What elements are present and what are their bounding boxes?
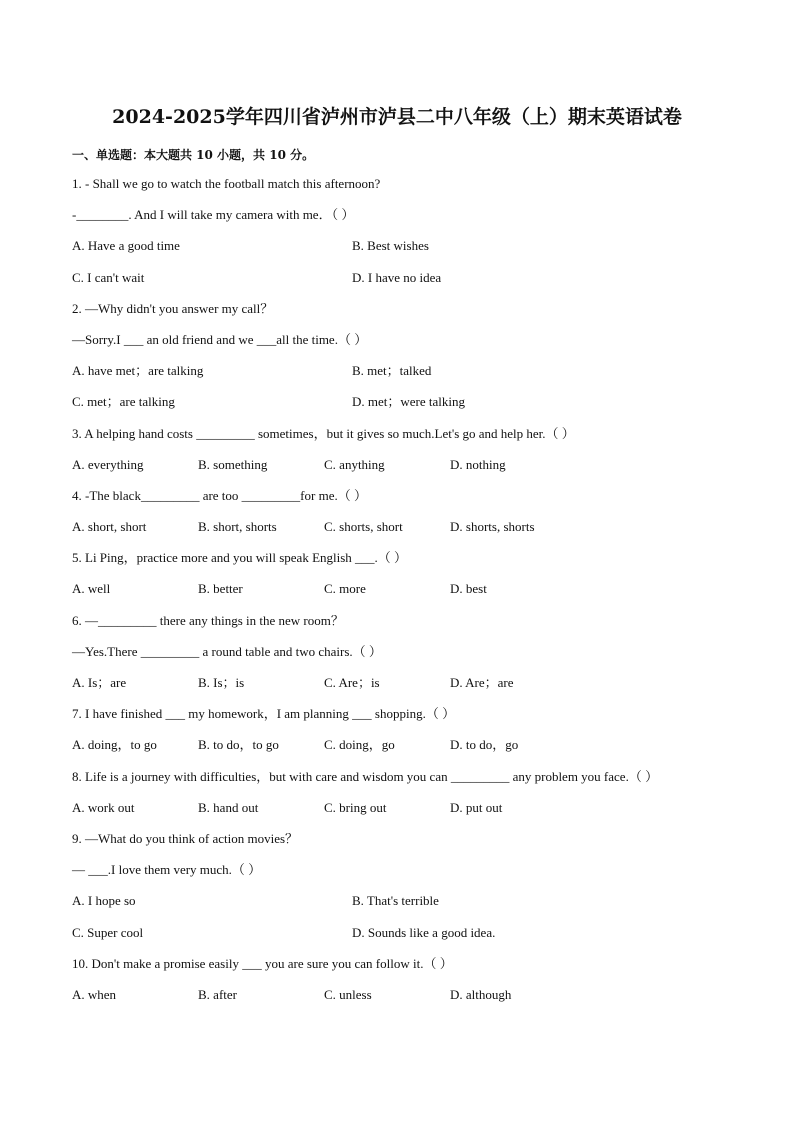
answer-option[interactable]: D. although xyxy=(450,986,512,1002)
question-item xyxy=(72,173,732,298)
answer-option[interactable]: D. met；were talking xyxy=(352,394,465,410)
answer-option[interactable]: B. after xyxy=(198,986,237,1002)
answer-option[interactable]: B. Is；is xyxy=(198,675,245,690)
answer-option[interactable]: C. doing，go xyxy=(324,737,395,753)
answer-option[interactable]: B. That's terrible xyxy=(352,893,439,909)
answer-option[interactable]: A. doing，to go xyxy=(72,737,157,753)
question-list xyxy=(72,173,732,1015)
option-row xyxy=(72,890,732,921)
answer-option[interactable]: A. Have a good time xyxy=(72,238,180,254)
option-row xyxy=(72,391,732,422)
answer-option[interactable]: D. to do，go xyxy=(450,737,519,753)
answer-option[interactable]: A. everything xyxy=(72,456,144,472)
option-row xyxy=(72,922,732,953)
option-row xyxy=(72,454,732,485)
answer-option[interactable]: B. something xyxy=(198,456,268,472)
question-stem: 3. A helping hand costs _________ sometimes，but it gives so much.Let's go and help her.（ ） xyxy=(72,425,575,441)
answer-option[interactable]: C. shorts, short xyxy=(324,519,403,535)
answer-option[interactable]: C. anything xyxy=(324,456,385,472)
question-item xyxy=(72,547,732,609)
option-row xyxy=(72,672,732,703)
question-item xyxy=(72,766,732,828)
answer-option[interactable]: D. shorts, shorts xyxy=(450,519,535,535)
answer-option[interactable]: C. met；are talking xyxy=(72,394,175,410)
question-item xyxy=(72,703,732,765)
question-stem: 4. -The black_________ are too _________for me.（ ） xyxy=(72,487,367,503)
question-dialogue-line: — ___.I love them very much.（ ） xyxy=(72,862,262,878)
option-row xyxy=(72,797,732,828)
answer-option[interactable]: C. more xyxy=(324,581,366,597)
question-stem: 7. I have finished ___ my homework，I am planning ___ shopping.（ ） xyxy=(72,706,456,722)
section-heading: 一、单选题：本大题共 10 小题，共 10 分。 xyxy=(72,148,315,162)
answer-option[interactable]: D. I have no idea xyxy=(352,269,442,285)
answer-option[interactable]: C. I can't wait xyxy=(72,269,145,285)
answer-option[interactable]: A. when xyxy=(72,986,117,1002)
option-row xyxy=(72,267,732,298)
question-item xyxy=(72,828,732,953)
question-item xyxy=(72,423,732,485)
answer-option[interactable]: A. I hope so xyxy=(72,893,136,909)
question-stem: 2. —Why didn't you answer my call？ xyxy=(72,300,274,316)
answer-option[interactable]: A. Is；are xyxy=(72,675,127,690)
question-stem: 5. Li Ping，practice more and you will speak English ___.（ ） xyxy=(72,550,408,566)
answer-option[interactable]: B. Best wishes xyxy=(352,238,429,254)
option-row xyxy=(72,516,732,547)
question-stem: 9. —What do you think of action movies？ xyxy=(72,830,299,846)
answer-option[interactable]: A. have met；are talking xyxy=(72,363,204,379)
question-stem: 6. —_________ there any things in the new room？ xyxy=(72,612,344,628)
answer-option[interactable]: B. to do，to go xyxy=(198,737,279,753)
answer-option[interactable]: D. best xyxy=(450,581,487,597)
question-item xyxy=(72,610,732,704)
answer-option[interactable]: D. nothing xyxy=(450,456,506,472)
answer-option[interactable]: C. Super cool xyxy=(72,924,144,940)
option-row xyxy=(72,235,732,266)
answer-option[interactable]: B. met；talked xyxy=(352,363,432,379)
answer-option[interactable]: D. put out xyxy=(450,799,503,815)
question-dialogue-line: —Sorry.I ___ an old friend and we ___all the time.（ ） xyxy=(72,331,368,347)
answer-option[interactable]: D. Are；are xyxy=(450,675,514,690)
answer-option[interactable]: C. bring out xyxy=(324,799,387,815)
page-title: 2024-2025学年四川省泸州市泸县二中八年级（上）期末英语试卷 xyxy=(112,106,682,128)
question-dialogue-line: —Yes.There _________ a round table and two chairs.（ ） xyxy=(72,643,382,659)
question-item xyxy=(72,953,732,1015)
answer-option[interactable]: A. work out xyxy=(72,799,135,815)
answer-option[interactable]: A. well xyxy=(72,581,111,597)
option-row xyxy=(72,984,732,1015)
option-row xyxy=(72,360,732,391)
question-dialogue-line: -________. And I will take my camera with me．（ ） xyxy=(72,207,355,223)
question-item xyxy=(72,485,732,547)
answer-option[interactable]: B. hand out xyxy=(198,799,259,815)
option-row xyxy=(72,578,732,609)
answer-option[interactable]: A. short, short xyxy=(72,519,147,535)
question-item xyxy=(72,298,732,423)
answer-option[interactable]: B. better xyxy=(198,581,243,597)
answer-option[interactable]: C. unless xyxy=(324,986,372,1002)
question-stem: 1. - Shall we go to watch the football match this afternoon? xyxy=(72,176,381,191)
question-stem: 10. Don't make a promise easily ___ you are sure you can follow it.（ ） xyxy=(72,955,453,971)
answer-option[interactable]: C. Are；is xyxy=(324,675,380,690)
option-row xyxy=(72,734,732,765)
answer-option[interactable]: B. short, shorts xyxy=(198,519,277,535)
question-stem: 8. Life is a journey with difficulties，but with care and wisdom you can _________ any problem you face.（ ） xyxy=(72,768,659,784)
answer-option[interactable]: D. Sounds like a good idea. xyxy=(352,924,496,940)
